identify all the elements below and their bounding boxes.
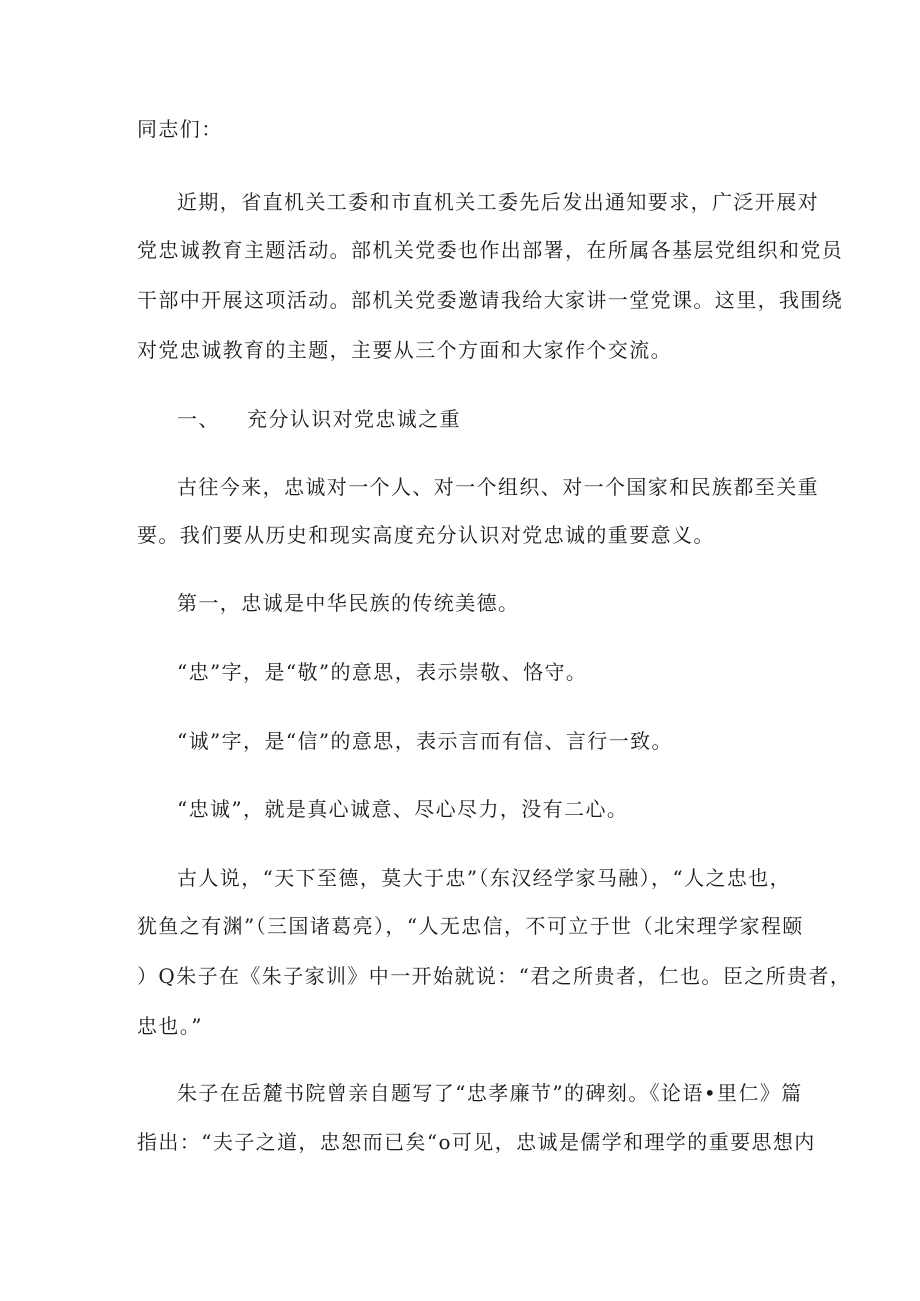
paragraph-line: 要。我们要从历史和现实高度充分认识对党忠诚的重要意义。 [137, 523, 715, 547]
paragraph-line: 古往今来，忠诚对一个人、对一个组织、对一个国家和民族都至关重 [177, 475, 819, 499]
paragraph-line: 干部中开展这项活动。部机关党委邀请我给大家讲一堂党课。这里，我围绕 [137, 288, 844, 312]
section-number: 一、 [177, 407, 220, 431]
section-title: 充分认识对党忠诚之重 [247, 407, 461, 431]
paragraph-line: ）Q朱子在《朱子家训》中一开始就说：“君之所贵者，仁也。臣之所贵者， [137, 964, 852, 988]
section-heading [177, 405, 461, 433]
subpoint-first: 第一，忠诚是中华民族的传统美德。 [177, 591, 520, 615]
paragraph-line: 指出：“夫子之道，忠恕而已矣“o可见，忠诚是儒学和理学的重要思想内 [137, 1130, 816, 1154]
definition-zhongcheng: “忠诚”，就是真心诚意、尽心尽力，没有二心。 [177, 797, 629, 821]
paragraph-line: 古人说，“天下至德，莫大于忠”（东汉经学家马融），“人之忠也， [177, 866, 792, 890]
paragraph-line: 朱子在岳麓书院曾亲自题写了“忠孝廉节”的碑刻。《论语•里仁》篇 [177, 1081, 803, 1105]
paragraph-line: 忠也。” [137, 1014, 203, 1038]
paragraph-line: 近期，省直机关工委和市直机关工委先后发出通知要求，广泛开展对 [177, 190, 819, 214]
paragraph-line: 犹鱼之有渊”（三国诸葛亮），“人无忠信，不可立于世（北宋理学家程颐 [137, 914, 804, 938]
definition-cheng: “诚”字，是“信”的意思，表示言而有信、言行一致。 [177, 729, 673, 753]
greeting: 同志们： [137, 117, 223, 141]
paragraph-line: 党忠诚教育主题活动。部机关党委也作出部署，在所属各基层党组织和党员 [137, 238, 844, 262]
definition-zhong: “忠”字，是“敬”的意思，表示崇敬、恪守。 [177, 660, 588, 684]
paragraph-line: 对党忠诚教育的主题，主要从三个方面和大家作个交流。 [137, 338, 672, 362]
